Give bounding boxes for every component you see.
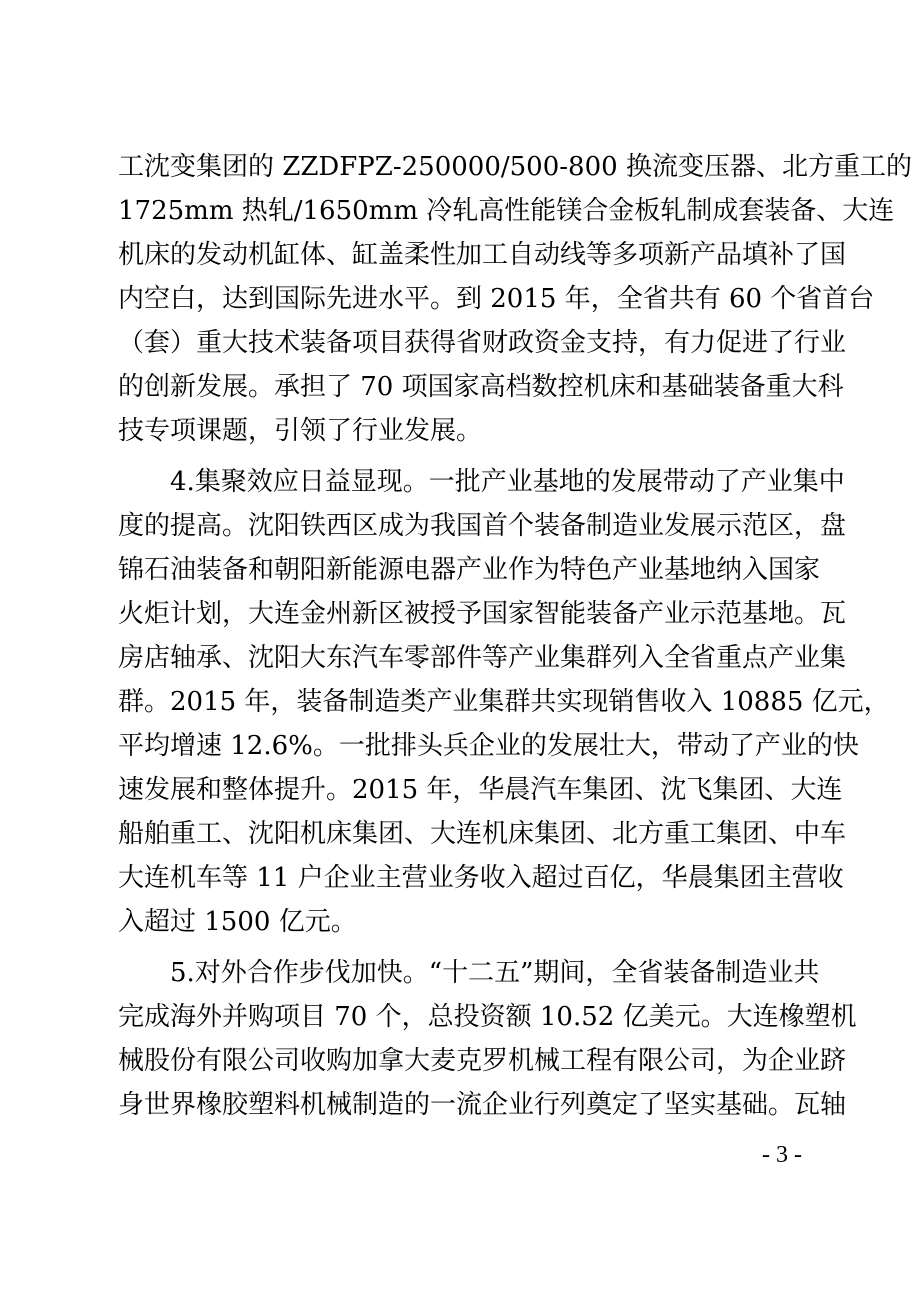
text-line-1: 工沈变集团的 ZZDFPZ-250000/500-800 换流变压器、北方重工的 [118, 152, 912, 182]
text-line-9: 度的提高。沈阳铁西区成为我国首个装备制造业发展示范区，盘 [118, 511, 847, 541]
text-line-10: 锦石油装备和朝阳新能源电器产业作为特色产业基地纳入国家 [118, 555, 821, 585]
text-line-13: 群。2015 年，装备制造类产业集群共实现销售收入 10885 亿元， [118, 687, 890, 717]
text-line-21: 械股份有限公司收购加拿大麦克罗机械工程有限公司，为企业跻 [118, 1046, 847, 1076]
text-line-6: 的创新发展。承担了 70 项国家高档数控机床和基础装备重大科 [118, 372, 844, 402]
page-number: - 3 - [762, 1142, 802, 1168]
text-line-17: 大连机车等 11 户企业主营业务收入超过百亿，华晨集团主营收 [118, 863, 844, 893]
text-line-3: 机床的发动机缸体、缸盖柔性加工自动线等多项新产品填补了国 [118, 240, 847, 270]
text-line-19: 5.对外合作步伐加快。“十二五”期间，全省装备制造业共 [170, 958, 820, 988]
text-line-16: 船舶重工、沈阳机床集团、大连机床集团、北方重工集团、中车 [118, 819, 847, 849]
text-line-14: 平均增速 12.6%。一批排头兵企业的发展壮大，带动了产业的快 [118, 731, 859, 761]
text-line-8: 4.集聚效应日益显现。一批产业基地的发展带动了产业集中 [170, 467, 845, 497]
text-line-2: 1725mm 热轧/1650mm 冷轧高性能镁合金板轧制成套装备、大连 [118, 196, 895, 226]
text-line-11: 火炬计划，大连金州新区被授予国家智能装备产业示范基地。瓦 [118, 599, 847, 629]
text-line-22: 身世界橡胶塑料机械制造的一流企业行列奠定了坚实基础。瓦轴 [118, 1090, 847, 1120]
text-line-15: 速发展和整体提升。2015 年，华晨汽车集团、沈飞集团、大连 [118, 775, 843, 805]
text-line-4: 内空白，达到国际先进水平。到 2015 年，全省共有 60 个省首台 [118, 284, 875, 314]
text-line-7: 技专项课题，引领了行业发展。 [118, 416, 483, 446]
text-line-20: 完成海外并购项目 70 个，总投资额 10.52 亿美元。大连橡塑机 [118, 1002, 857, 1032]
text-line-12: 房店轴承、沈阳大东汽车零部件等产业集群列入全省重点产业集 [118, 643, 847, 673]
text-line-5: （套）重大技术装备项目获得省财政资金支持，有力促进了行业 [118, 328, 847, 358]
text-line-18: 入超过 1500 亿元。 [118, 907, 357, 937]
